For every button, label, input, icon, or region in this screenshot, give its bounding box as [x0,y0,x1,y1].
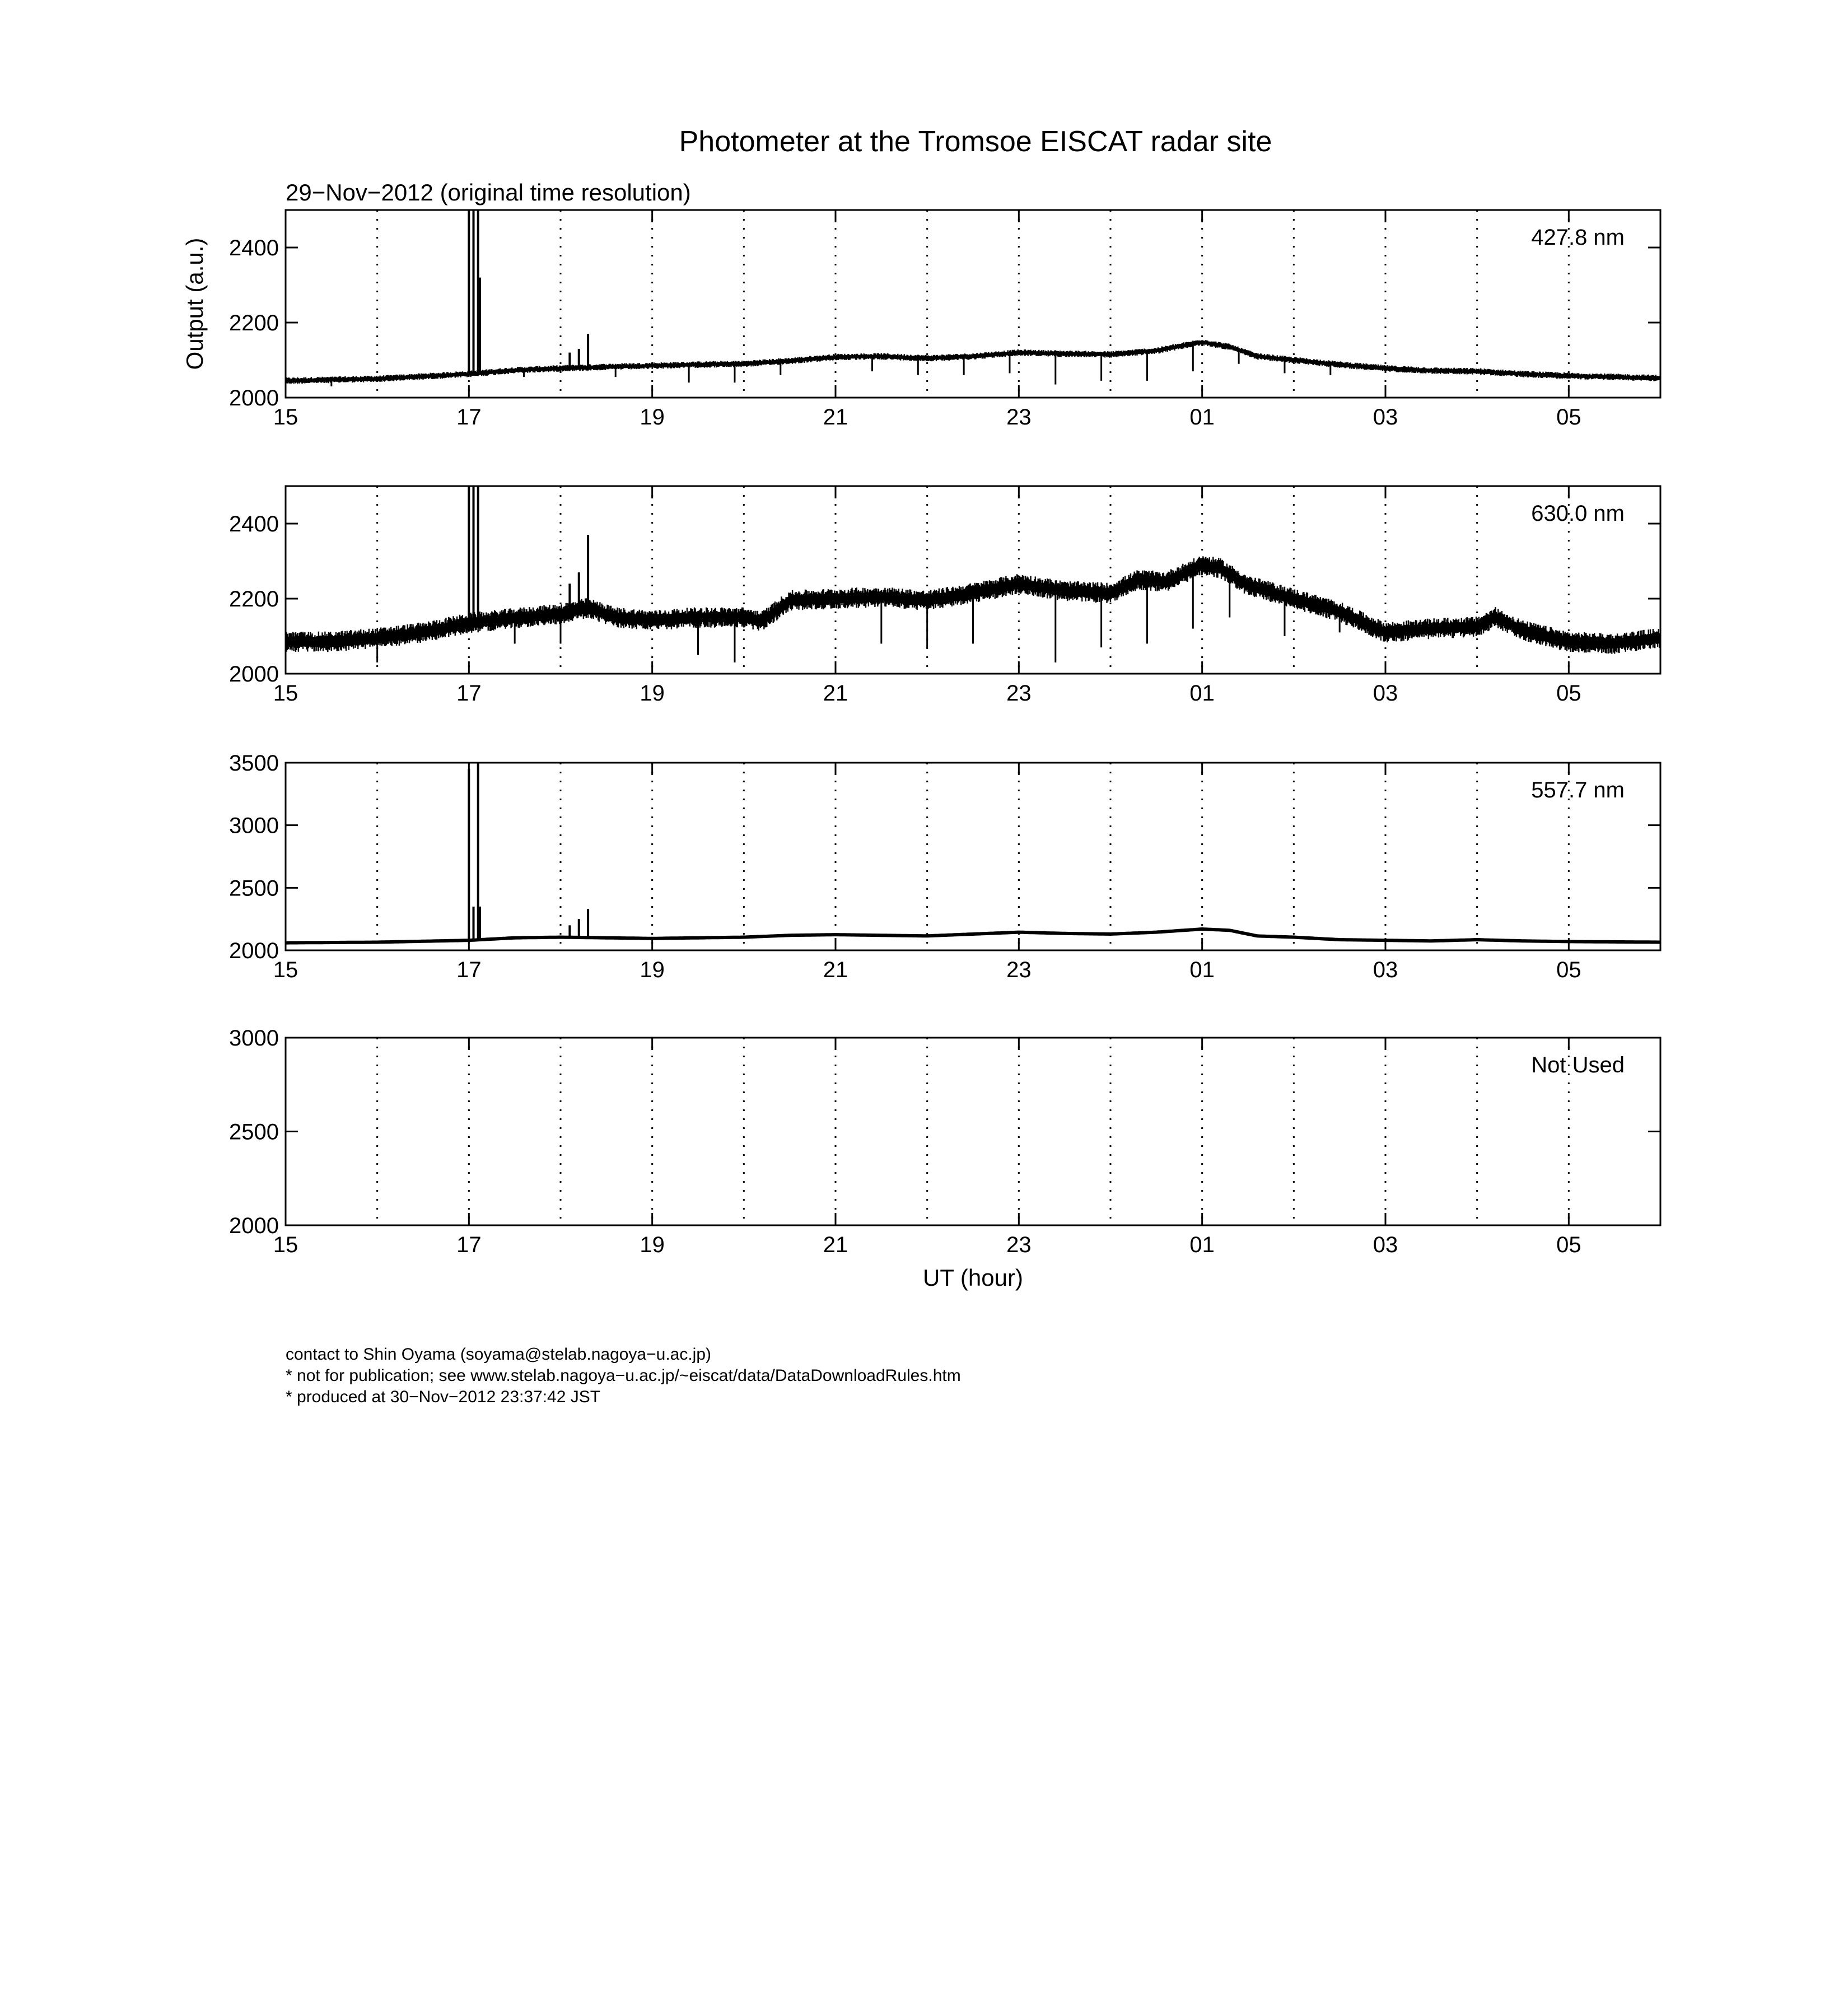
x-tick-label: 15 [273,681,298,706]
x-tick-label: 03 [1373,405,1398,430]
y-tick-label: 3500 [229,751,279,776]
panels-group [181,210,1660,1291]
y-tick-label: 2500 [229,1119,279,1145]
x-tick-label: 21 [823,405,848,430]
x-tick-label: 01 [1189,405,1215,430]
x-tick-label: 05 [1556,681,1581,706]
x-tick-label: 23 [1006,681,1032,706]
x-tick-label: 23 [1006,405,1032,430]
x-tick-label: 17 [456,681,482,706]
x-tick-label: 01 [1189,1233,1215,1257]
panel-2 [229,486,1660,706]
x-tick-label: 19 [640,958,665,982]
panel-label: 427.8 nm [1531,225,1625,250]
y-tick-label: 2400 [229,236,279,260]
x-tick-label: 23 [1006,1233,1032,1257]
axes-frame [286,1038,1660,1225]
x-tick-label: 05 [1556,1233,1581,1257]
x-tick-label: 21 [823,1233,848,1257]
y-tick-label: 2200 [229,311,279,335]
x-tick-label: 17 [456,1233,482,1257]
x-tick-label: 01 [1189,681,1215,706]
x-tick-label: 03 [1373,1233,1398,1257]
y-tick-label: 2200 [229,587,279,612]
panel-4 [229,1026,1660,1291]
x-axis-label: UT (hour) [923,1264,1023,1291]
y-tick-label: 2400 [229,512,279,536]
figure-subtitle: 29−Nov−2012 (original time resolution) [286,179,691,206]
data-line [286,342,1660,381]
data-band [286,340,1660,384]
x-tick-label: 21 [823,958,848,982]
y-axis-label: Output (a.u.) [181,237,208,370]
x-tick-label: 01 [1189,958,1215,982]
x-tick-label: 23 [1006,958,1032,982]
y-tick-label: 3000 [229,1026,279,1051]
panel-3 [229,751,1660,982]
y-tick-label: 2000 [229,1214,279,1238]
x-tick-label: 17 [456,958,482,982]
footer-rules: * not for publication; see www.stelab.nagoya−u.ac.jp/~eiscat/data/DataDownloadRules.htm [286,1366,961,1385]
x-tick-label: 19 [640,681,665,706]
x-tick-label: 15 [273,1233,298,1257]
x-tick-label: 21 [823,681,848,706]
x-tick-label: 19 [640,1233,665,1257]
y-tick-label: 2000 [229,662,279,687]
x-tick-label: 17 [456,405,482,430]
x-tick-label: 05 [1556,958,1581,982]
footer-produced: * produced at 30−Nov−2012 23:37:42 JST [286,1388,601,1406]
y-tick-label: 2000 [229,939,279,963]
x-tick-label: 15 [273,405,298,430]
panel-label: 557.7 nm [1531,778,1625,802]
panel-label: Not Used [1531,1053,1625,1077]
x-tick-label: 05 [1556,405,1581,430]
figure-title: Photometer at the Tromsoe EISCAT radar site [679,125,1272,158]
data-line [286,929,1660,943]
panel-1 [181,210,1660,430]
axes-frame [286,486,1660,674]
axes-frame [286,763,1660,950]
y-tick-label: 3000 [229,813,279,838]
x-tick-label: 03 [1373,681,1398,706]
footer-contact: contact to Shin Oyama (soyama@stelab.nagoya−u.ac.jp) [286,1345,712,1364]
x-tick-label: 03 [1373,958,1398,982]
y-tick-label: 2500 [229,876,279,901]
panel-label: 630.0 nm [1531,501,1625,526]
x-tick-label: 19 [640,405,665,430]
x-tick-label: 15 [273,958,298,982]
y-tick-label: 2000 [229,386,279,410]
